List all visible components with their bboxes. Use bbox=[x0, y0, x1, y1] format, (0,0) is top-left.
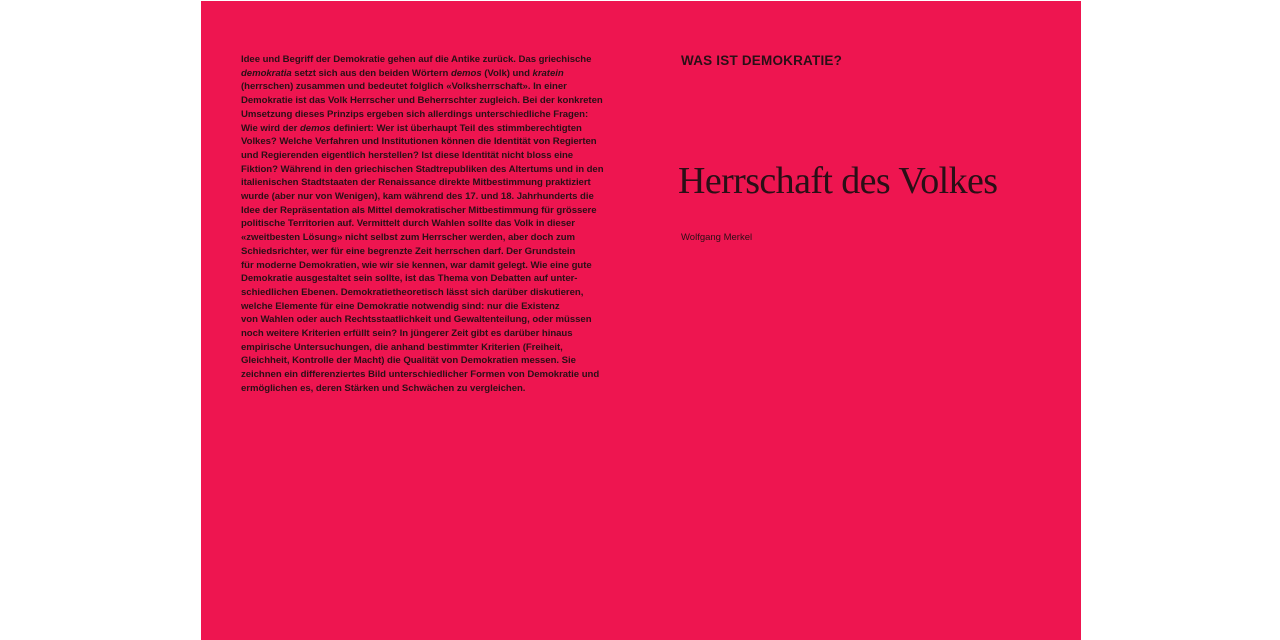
text-line bbox=[241, 163, 613, 177]
text-run: ermöglichen es, deren Stärken und Schwächen zu vergleichen. bbox=[241, 382, 526, 394]
text-line bbox=[241, 67, 613, 81]
text-line bbox=[241, 341, 613, 355]
text-line bbox=[241, 122, 613, 136]
text-line bbox=[241, 231, 613, 245]
text-run: Idee der Repräsentation als Mittel demokratischer Mitbestimmung für grössere bbox=[241, 204, 597, 216]
text-line bbox=[241, 313, 613, 327]
text-line bbox=[241, 382, 613, 396]
text-line bbox=[241, 300, 613, 314]
page-title: Herrschaft des Volkes bbox=[678, 160, 998, 202]
text-run: schiedlichen Ebenen. Demokratietheoretisch lässt sich darüber diskutieren, bbox=[241, 286, 584, 298]
italic-term: demokratia bbox=[241, 67, 292, 79]
text-line bbox=[241, 272, 613, 286]
text-run: setzt sich aus den beiden Wörtern bbox=[291, 67, 451, 79]
section-kicker: WAS IST DEMOKRATIE? bbox=[681, 53, 843, 68]
text-run: Fiktion? Während in den griechischen Stadtrepubliken des Altertums und in den bbox=[241, 163, 604, 175]
text-run: Volkes? Welche Verfahren und Institutionen können die Identität von Regierten bbox=[241, 136, 597, 148]
text-line bbox=[241, 190, 613, 204]
text-line bbox=[241, 354, 613, 368]
text-line bbox=[241, 108, 613, 122]
text-run: Schiedsrichter, wer für eine begrenzte Zeit herrschen darf. Der Grundstein bbox=[241, 245, 576, 257]
text-line bbox=[241, 80, 613, 94]
text-run: noch weitere Kriterien erfüllt sein? In jüngerer Zeit gibt es darüber hinaus bbox=[241, 328, 573, 340]
text-run: (herrschen) zusammen und bedeutet folglich «Volksherrschaft». In einer bbox=[241, 81, 567, 93]
text-run: für moderne Demokratien, wie wir sie kennen, war damit gelegt. Wie eine gute bbox=[241, 259, 592, 271]
italic-term: demos bbox=[299, 122, 331, 134]
text-line bbox=[241, 53, 613, 67]
text-run: politische Territorien auf. Vermittelt durch Wahlen sollte das Volk in dieser bbox=[241, 218, 575, 230]
text-line bbox=[241, 204, 613, 218]
text-run: Gleichheit, Kontrolle der Macht) die Qualität von Demokratien messen. Sie bbox=[241, 355, 576, 367]
text-run: Idee und Begriff der Demokratie gehen auf die Antike zurück. Das griechische bbox=[241, 54, 592, 65]
text-run: «zweitbesten Lösung» nicht selbst zum Herrscher werden, aber doch zum bbox=[241, 232, 576, 244]
body-paragraph bbox=[241, 53, 613, 396]
text-line bbox=[241, 327, 613, 341]
text-line bbox=[241, 368, 613, 382]
text-run: zeichnen ein differenziertes Bild unterschiedlicher Formen von Demokratie und bbox=[241, 369, 600, 381]
text-run: (Volk) und bbox=[481, 67, 533, 79]
author-name: Wolfgang Merkel bbox=[681, 232, 753, 243]
text-line bbox=[241, 259, 613, 273]
text-run: Umsetzung dieses Prinzips ergeben sich allerdings unterschiedliche Fragen: bbox=[241, 108, 589, 120]
text-run: welche Elemente für eine Demokratie notwendig sind: nur die Existenz bbox=[241, 300, 560, 312]
text-run: definiert: Wer ist überhaupt Teil des stimmberechtigten bbox=[330, 122, 582, 134]
text-line bbox=[241, 217, 613, 231]
text-run: italienischen Stadtstaaten der Renaissance direkte Mitbestimmung praktiziert bbox=[241, 177, 591, 189]
italic-term: kratein bbox=[532, 67, 564, 79]
text-line bbox=[241, 245, 613, 259]
text-run: empirische Untersuchungen, die anhand bestimmter Kriterien (Freiheit, bbox=[241, 341, 563, 353]
text-run: Demokratie ausgestaltet sein sollte, ist das Thema von Debatten auf unter- bbox=[241, 273, 578, 285]
text-run: Demokratie ist das Volk Herrscher und Beherrschter zugleich. Bei der konkreten bbox=[241, 95, 603, 107]
text-line bbox=[241, 94, 613, 108]
text-line bbox=[241, 176, 613, 190]
text-line bbox=[241, 286, 613, 300]
text-line bbox=[241, 149, 613, 163]
book-spread bbox=[201, 1, 1081, 640]
text-run: von Wahlen oder auch Rechtsstaatlichkeit und Gewaltenteilung, oder müssen bbox=[241, 314, 592, 326]
text-run: und Regierenden eigentlich herstellen? Ist diese Identität nicht bloss eine bbox=[241, 149, 574, 161]
italic-term: demos bbox=[450, 67, 482, 79]
text-line bbox=[241, 135, 613, 149]
text-run: Wie wird der bbox=[241, 122, 300, 134]
text-run: wurde (aber nur von Wenigen), kam während des 17. und 18. Jahrhunderts die bbox=[241, 191, 594, 203]
